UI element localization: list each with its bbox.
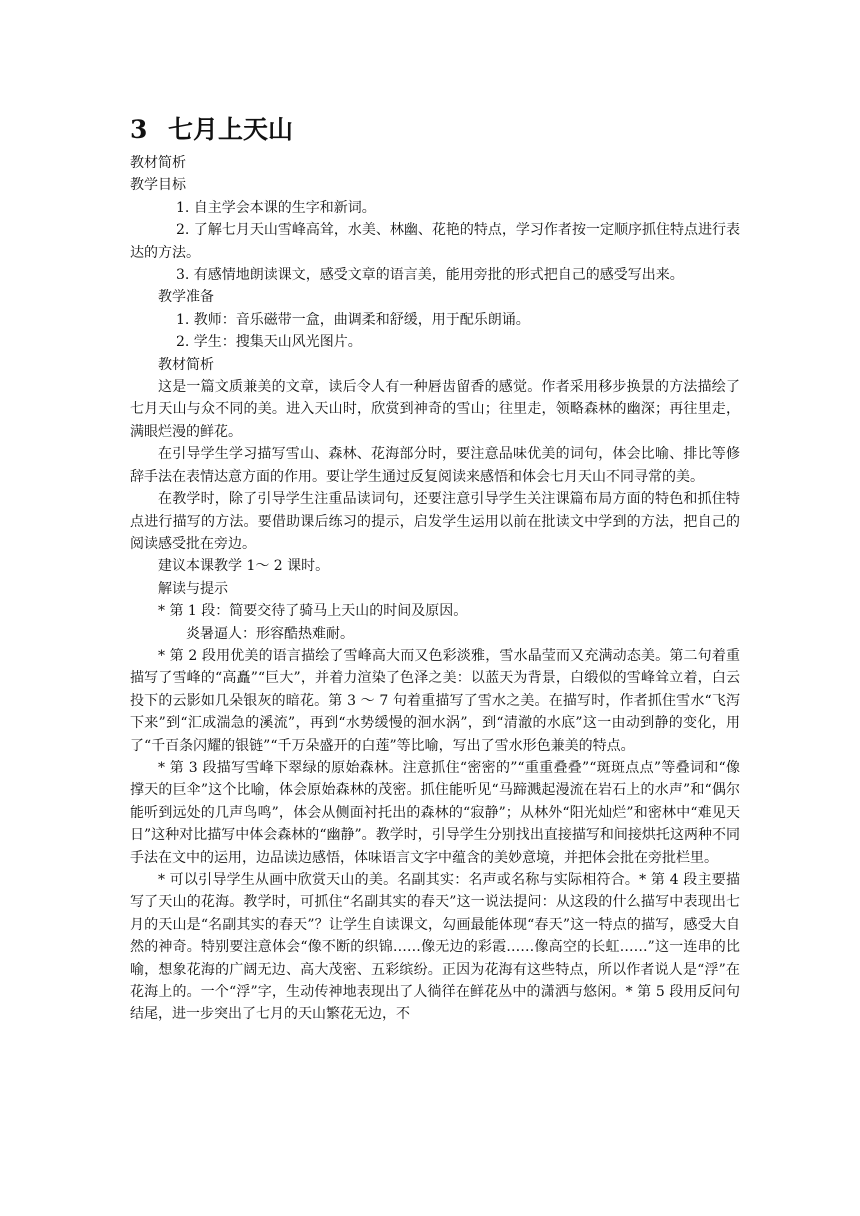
goal-item: 1. 自主学会本课的生字和新词。 — [176, 199, 376, 216]
section-label: 教学目标 — [130, 177, 186, 194]
section-label: 教材简析 — [158, 356, 214, 373]
body-paragraph: 在引导学生学习描写雪山、森林、花海部分时，要注意品味优美的词句，体会比喻、排比等修辞手法在表情达意方面的作用。要让学生通过反复阅读来感悟和体会七月天山不同寻常的美。 — [130, 446, 740, 485]
prep-item: 2. 学生：搜集天山风光图片。 — [176, 334, 362, 351]
note-subitem: 炎暑逼人：形容酷热难耐。 — [186, 625, 354, 642]
lesson-number: 3 — [130, 115, 148, 144]
lesson-heading — [130, 110, 740, 150]
lesson-title: 七月上天山 — [168, 115, 294, 144]
note-item: * 第 3 段描写雪峰下翠绿的原始森林。注意抓住“密密的”“重重叠叠”“斑斑点点”等叠词和“像撑天的巨伞”这个比喻，体会原始森林的茂密。抓住能听见“马蹄溅起漫流在岩石上的水声”和“偶尔能听到远处的几声鸟鸣”，体会从侧面衬托出的森林的“寂静”；从林外“阳光灿烂”和密林中“难见天日”这种对比描写中体会森林的“幽静”。教学时，引导学生分别找出直接描写和间接烘托这两种不同手法在文中的运用，边品读边感悟，体味语言文字中蕴含的美妙意境，并把体会批在旁批栏里。 — [130, 759, 740, 866]
note-item: * 可以引导学生从画中欣赏天山的美。名副其实：名声或名称与实际相符合。* 第 4 段主要描写了天山的花海。教学时，可抓住“名副其实的春天”这一说法提问：从这段的什么描写中表现出七月的天山是“名副其实的春天”？让学生自读课文，勾画最能体现“春天”这一特点的描写，感受大自然的神奇。特别要注意体会“像不断的织锦……像无边的彩霞……像高空的长虹……”这一连串的比喻，想象花海的广阔无边、高大茂密、五彩缤纷。正因为花海有这些特点，所以作者说人是“浮”在花海上的。一个“浮”字，生动传神地表现出了人徜徉在鲜花丛中的潇洒与悠闲。* 第 5 段用反问句结尾，进一步突出了七月的天山繁花无边，不 — [130, 872, 740, 1023]
document-page — [130, 110, 740, 1026]
body-paragraph: 在教学时，除了引导学生注重品读词句，还要注意引导学生关注课篇布局方面的特色和抓住特点进行描写的方法。要借助课后练习的提示，启发学生运用以前在批读文中学到的方法，把自己的阅读感受批在旁边。 — [130, 491, 740, 552]
section-label: 教学准备 — [158, 289, 214, 306]
prep-item: 1. 教师：音乐磁带一盒，曲调柔和舒缓，用于配乐朗诵。 — [176, 311, 530, 328]
goal-item: 2. 了解七月天山雪峰高耸，水美、林幽、花艳的特点，学习作者按一定顺序抓住特点进行表达的方法。 — [130, 222, 740, 261]
note-item: * 第 2 段用优美的语言描绘了雪峰高大而又色彩淡雅，雪水晶莹而又充满动态美。第二句着重描写了雪峰的“高矗”“巨大”，并着力渲染了色泽之美：以蓝天为背景，白缎似的雪峰耸立着，白云投下的云影如几朵银灰的暗花。第 3 ～ 7 句着重描写了雪水之美。在描写时，作者抓住雪水“飞泻下来”到“汇成湍急的溪流”，再到“水势缓慢的洄水涡”，到“清澈的水底”这一由动到静的变化，用了“千百条闪耀的银链”“千万朵盛开的白莲”等比喻，写出了雪水形色兼美的特点。 — [130, 647, 740, 754]
section-label: 解读与提示 — [158, 580, 228, 597]
body-paragraph: 这是一篇文质兼美的文章，读后令人有一种唇齿留香的感觉。作者采用移步换景的方法描绘了七月天山与众不同的美。进入天山时，欣赏到神奇的雪山；往里走，领略森林的幽深；再往里走，满眼烂漫的鲜花。 — [130, 379, 740, 440]
note-item: * 第 1 段：简要交待了骑马上天山的时间及原因。 — [158, 603, 468, 620]
lesson-suggestion: 建议本课教学 1～ 2 课时。 — [158, 558, 330, 575]
goal-item: 3. 有感情地朗读课文，感受文章的语言美，能用旁批的形式把自己的感受写出来。 — [176, 267, 684, 284]
section-label: 教材简析 — [130, 155, 186, 171]
